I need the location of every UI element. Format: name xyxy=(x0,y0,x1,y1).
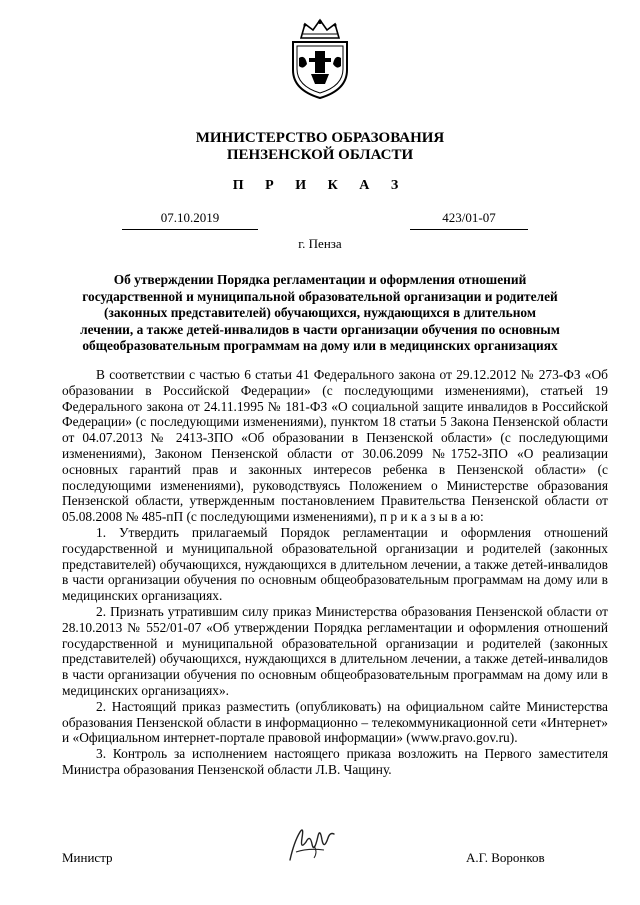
document-title: Об утверждении Порядка регламентации и оформления отношений государственной и муниципальной образовательной организации и родителей (законных представителей) обучающихся, нуждающихся в длительном лечении, а также детей-инвалидов в части организации обучения по основным общеобразовательным программам на дому или в медицинских организациях xyxy=(80,272,560,353)
ministry-region: ПЕНЗЕНСКОЙ ОБЛАСТИ xyxy=(226,147,414,163)
ministry-header xyxy=(0,130,640,164)
clause-4: 3. Контроль за исполнением настоящего приказа возложить на Первого заместителя Министра образования Пензенской области Л.В. Чащину. xyxy=(62,746,608,777)
preamble-paragraph: В соответствии с частью 6 статьи 41 Федерального закона от 29.12.2012 № 273-ФЗ «Об образовании в Российской Федерации» (с последующими изменениями), статьей 19 Федерального закона от 24.11.1995 № 181-ФЗ «О социальной защите инвалидов в Российской Федерации» (с последующими изменениями), пунктом 18 статьи 5 Закона Пензенской области от 04.07.2013 № 2413-ЗПО «Об образовании в Пензенской области» (с последующими изменениями), Законом Пензенской области от 30.06.2099 №1752-ЗПО «О реализации основных гарантий прав и законных интересов ребенка в Пензенской области» (с последующими изменениями), руководствуясь Положением о Министерстве образования Пензенской области, утвержденным постановлением Правительства Пензенской области от 05.08.2008 № 485-пП (с последующими изменениями), п р и к а з ы в а ю: xyxy=(62,367,608,525)
city: г. Пенза xyxy=(298,236,342,251)
order-date: 07.10.2019 xyxy=(122,210,258,230)
order-date-field xyxy=(122,210,258,230)
order-number: 423/01-07 xyxy=(410,210,528,230)
clause-3: 2. Настоящий приказ разместить (опубликовать) на официальном сайте Министерства образования Пензенской области в информационно – телекоммуникационной сети «Интернет» и «Официальном интернет-портале правовой информации» (www.pravo.gov.ru). xyxy=(62,698,608,746)
document-body xyxy=(62,367,608,778)
clause-2: 2. Признать утратившим силу приказ Министерства образования Пензенской области от 28.10.2013 № 552/01-07 «Об утверждении Порядка регламентации и оформления отношений государственной и муниципальной образовательной организации и родителей (законных представителей) обучающихся, нуждающихся в длительном лечении, а также детей-инвалидов в части организации обучения по основным общеобразовательным программам на дому или в медицинских организациях». xyxy=(62,603,608,698)
signer-position: Министр xyxy=(62,850,113,865)
ministry-name: МИНИСТЕРСТВО ОБРАЗОВАНИЯ xyxy=(195,130,445,146)
signer-name: А.Г. Воронков xyxy=(466,850,545,865)
coat-of-arms-icon xyxy=(287,18,353,100)
clause-1: 1. Утвердить прилагаемый Порядок регламентации и оформления отношений государственной и муниципальной образовательной организации и родителей (законных представителей) обучающихся, нуждающихся в длительном лечении, а также детей-инвалидов в части организации обучения по основным общеобразовательным программам на дому или в медицинских организациях. xyxy=(62,524,608,604)
document-type: П Р И К А З xyxy=(232,178,408,193)
signature-icon xyxy=(284,822,340,868)
order-number-field xyxy=(410,210,528,230)
